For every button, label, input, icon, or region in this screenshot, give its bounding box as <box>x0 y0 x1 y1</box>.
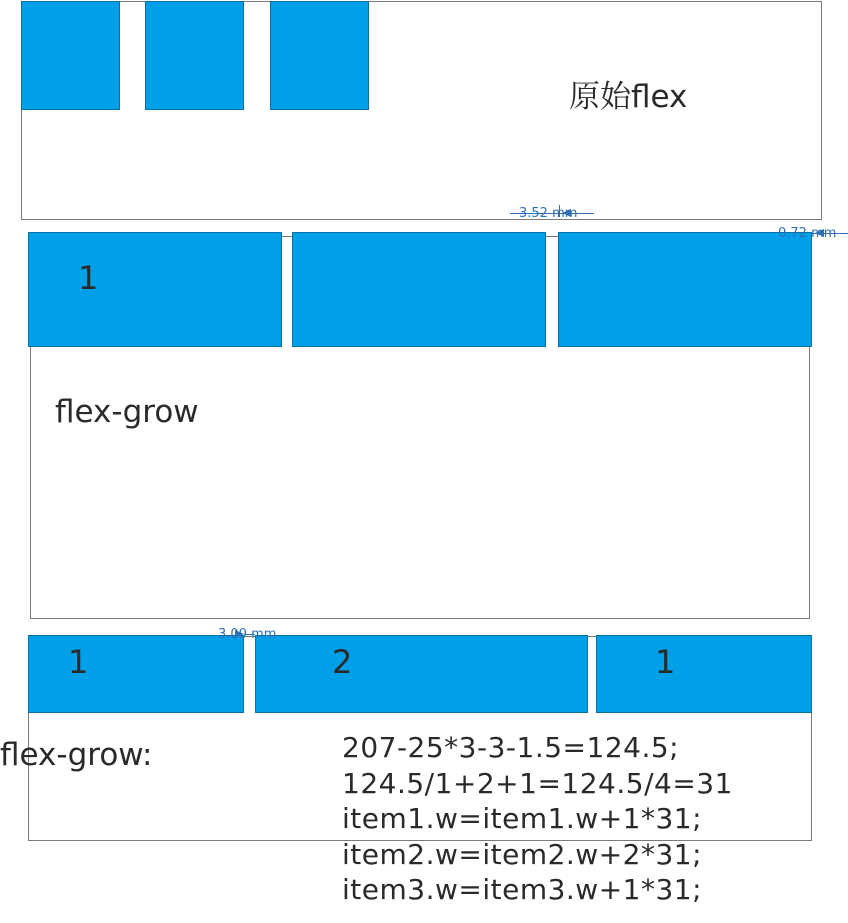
original-flex-container <box>21 1 822 220</box>
dimension-label-calc: 3.00 mm <box>218 627 277 642</box>
original-flex-item-3 <box>270 1 369 110</box>
flex-grow-calc-item-2 <box>255 635 588 713</box>
flex-grow-item-1 <box>28 232 282 347</box>
flex-grow-item-2 <box>292 232 546 347</box>
original-flex-item-1 <box>21 1 120 110</box>
flex-grow-title: flex-grow <box>55 394 199 430</box>
flex-grow-calc-item-1-label: 1 <box>68 643 89 681</box>
calc-line-4: item2.w=item2.w+2*31; <box>342 837 703 871</box>
original-flex-title: 原始flex <box>569 79 688 115</box>
dimension-label-original: 3.52 mm <box>519 206 578 221</box>
calc-line-1: 207-25*3-3-1.5=124.5; <box>342 731 680 764</box>
flex-grow-calc-item-1 <box>28 635 244 713</box>
original-flex-item-2 <box>145 1 244 110</box>
calc-line-5: item3.w=item3.w+1*31; <box>342 873 703 906</box>
calc-line-2: 124.5/1+2+1=124.5/4=31 <box>342 766 733 800</box>
flex-grow-calc-item-3 <box>596 635 812 713</box>
dimension-label-flex-grow: 0.72 mm <box>778 226 837 241</box>
flex-grow-item-1-label: 1 <box>78 259 99 297</box>
flex-grow-calc-item-2-label: 2 <box>332 643 353 681</box>
flex-grow-calc-item-3-label: 1 <box>655 643 676 681</box>
flex-grow-calc-title: flex-grow: <box>0 737 153 773</box>
calc-line-3: item1.w=item1.w+1*31; <box>342 802 703 835</box>
flex-grow-item-3 <box>558 232 812 347</box>
calculation-text <box>342 730 733 908</box>
